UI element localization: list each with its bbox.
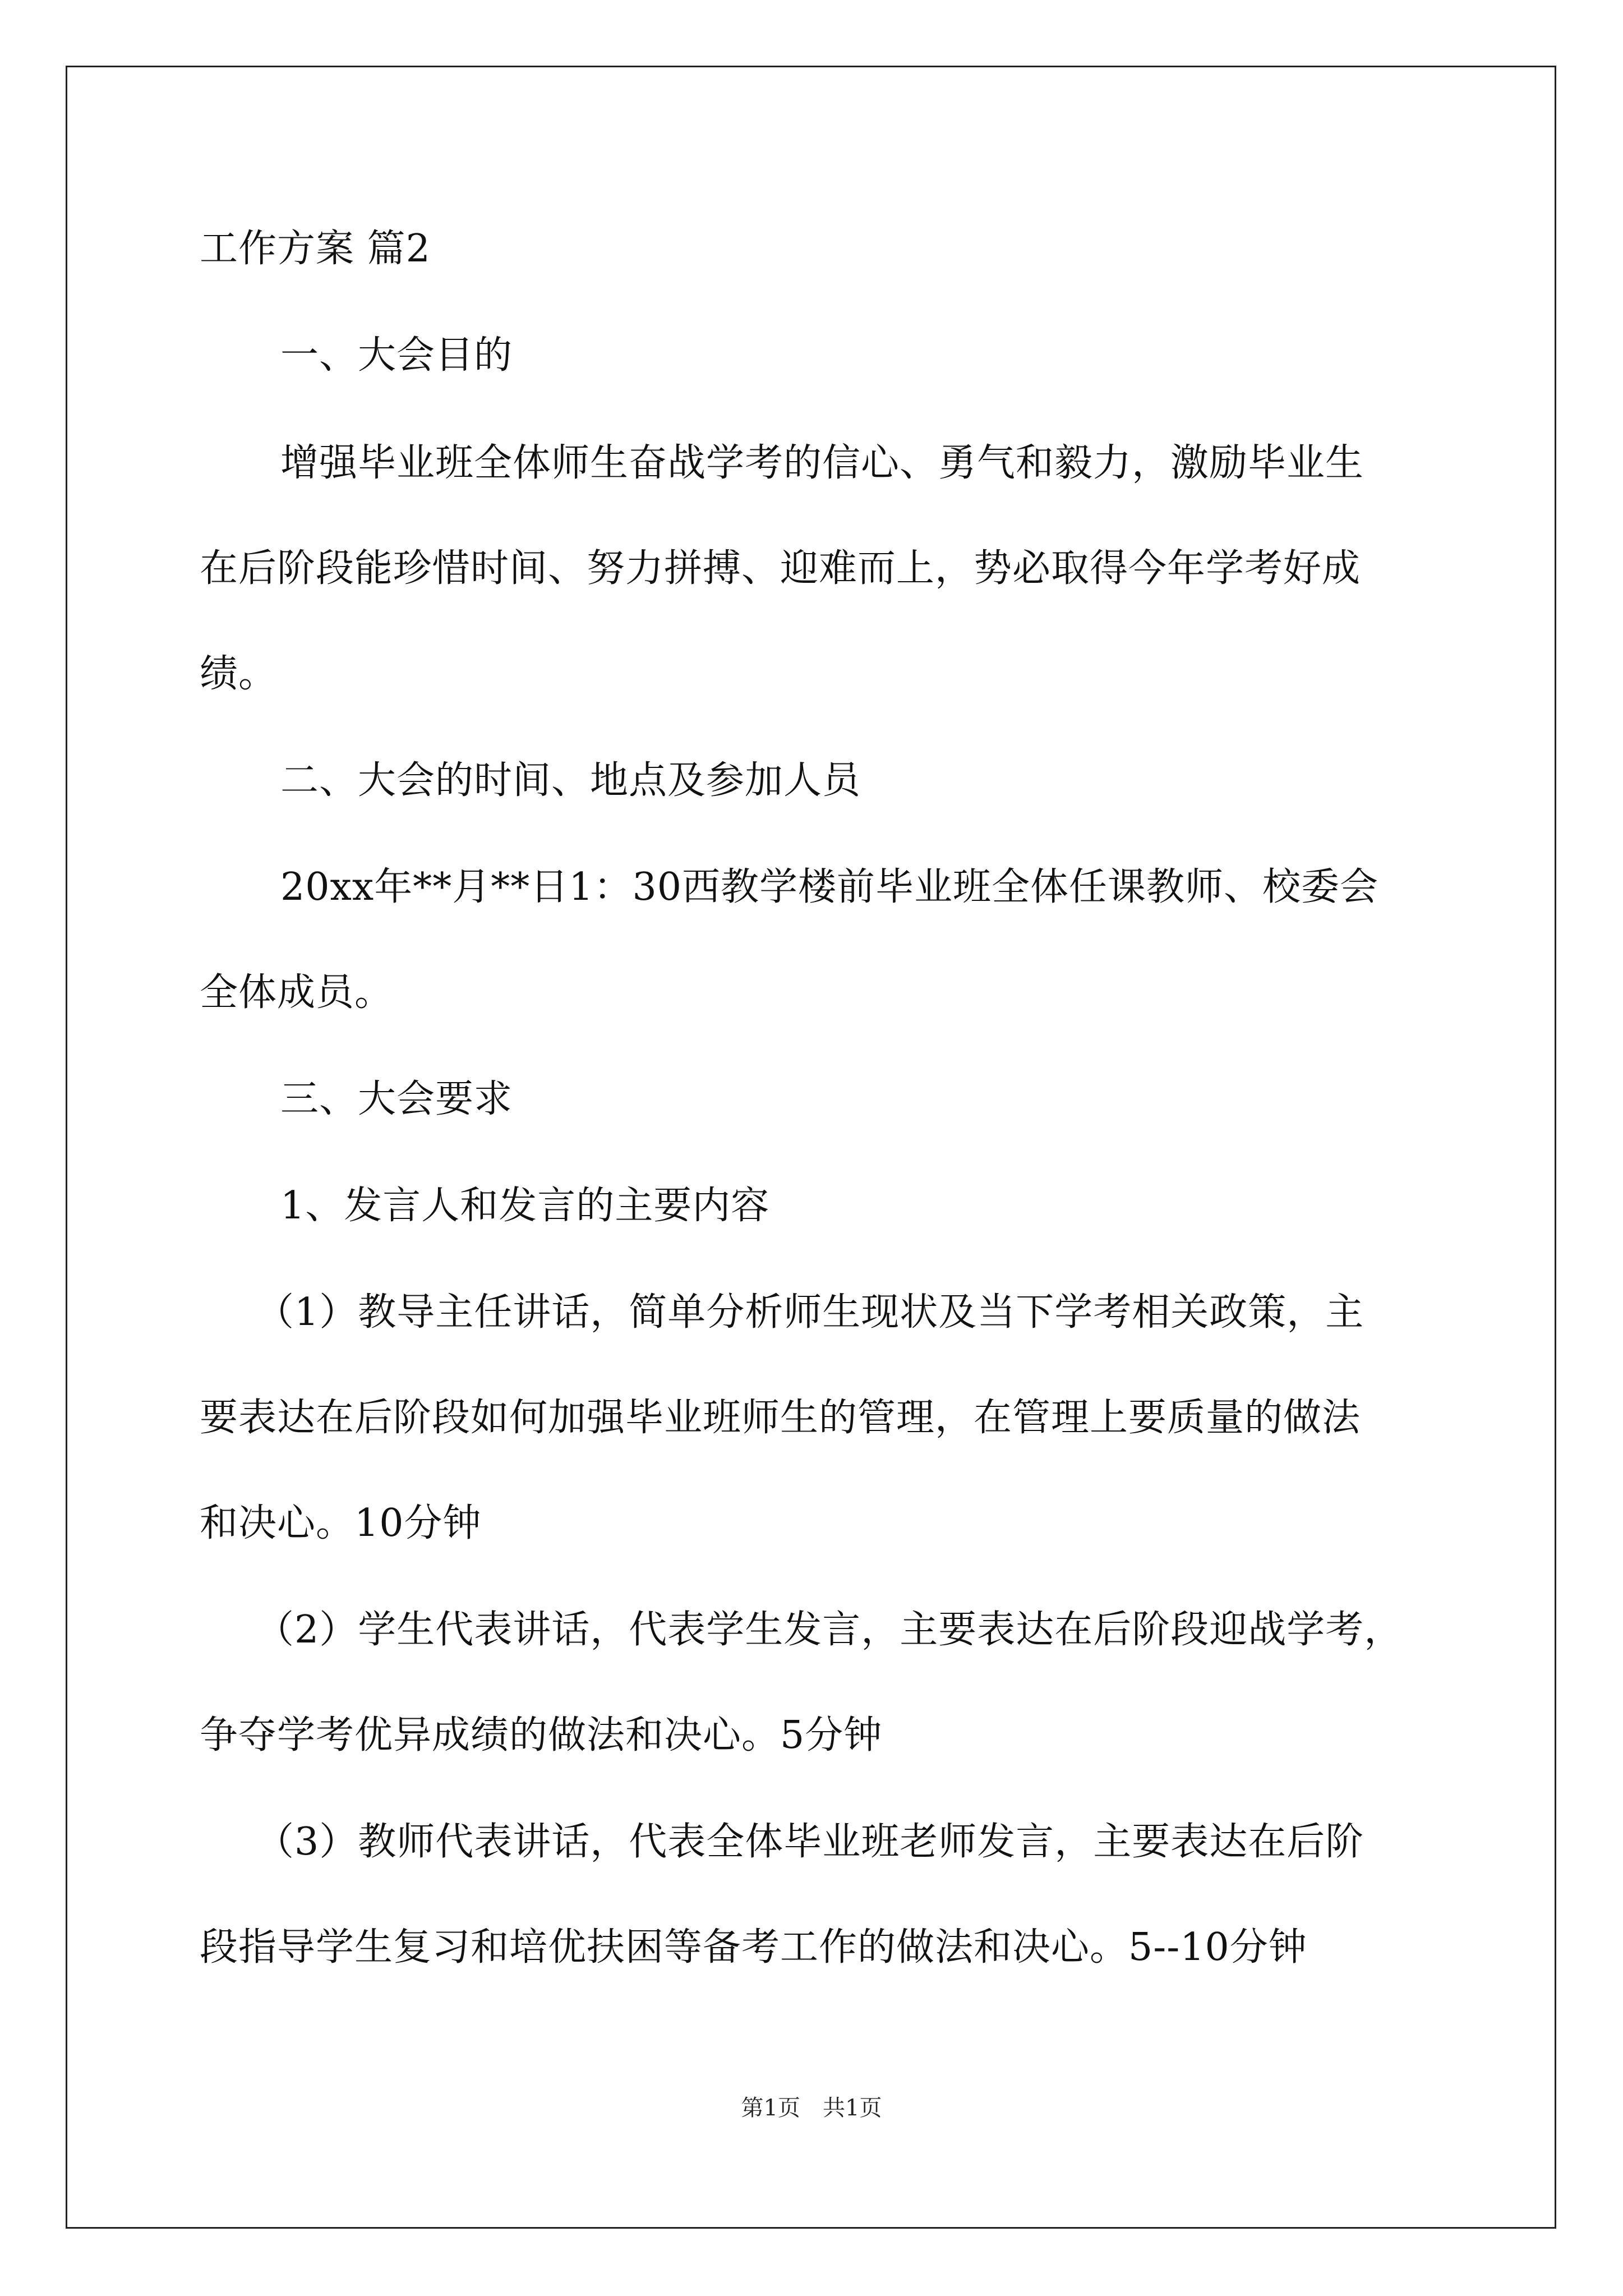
document-heading: 工作方案 篇2	[200, 227, 431, 271]
paragraph-line: 和决心。10分钟	[200, 1501, 482, 1545]
paragraph-line: （3）教师代表讲话，代表全体毕业班老师发言，主要表达在后阶	[256, 1820, 1364, 1864]
paragraph-line: 增强毕业班全体师生奋战学考的信心、勇气和毅力，激励毕业生	[280, 441, 1364, 485]
paragraph-line: 争夺学考优异成绩的做法和决心。5分钟	[200, 1713, 883, 1757]
paragraph-line: 全体成员。	[200, 970, 394, 1015]
paragraph-line: （1）教导主任讲话，简单分析师生现状及当下学考相关政策，主	[256, 1290, 1364, 1335]
paragraph-line: （2）学生代表讲话，代表学生发言，主要表达在后阶段迎战学考，	[256, 1608, 1403, 1652]
section-heading: 二、大会的时间、地点及参加人员	[280, 758, 861, 803]
section-heading: 一、大会目的	[280, 333, 513, 378]
paragraph-line: 20xx年**月**日1：30西教学楼前毕业班全体任课教师、校委会	[280, 865, 1379, 909]
section-heading: 三、大会要求	[280, 1077, 513, 1121]
page-number: 第1页 共1页	[741, 2095, 882, 2121]
paragraph-line: 在后阶段能珍惜时间、努力拼搏、迎难而上，势必取得今年学考好成	[200, 546, 1361, 591]
page-border	[66, 66, 1556, 2229]
paragraph-line: 要表达在后阶段如何加强毕业班师生的管理，在管理上要质量的做法	[200, 1396, 1361, 1440]
subsection-heading: 1、发言人和发言的主要内容	[280, 1184, 770, 1228]
paragraph-line: 绩。	[200, 652, 278, 696]
paragraph-line: 段指导学生复习和培优扶困等备考工作的做法和决心。5--10分钟	[200, 1925, 1307, 1970]
